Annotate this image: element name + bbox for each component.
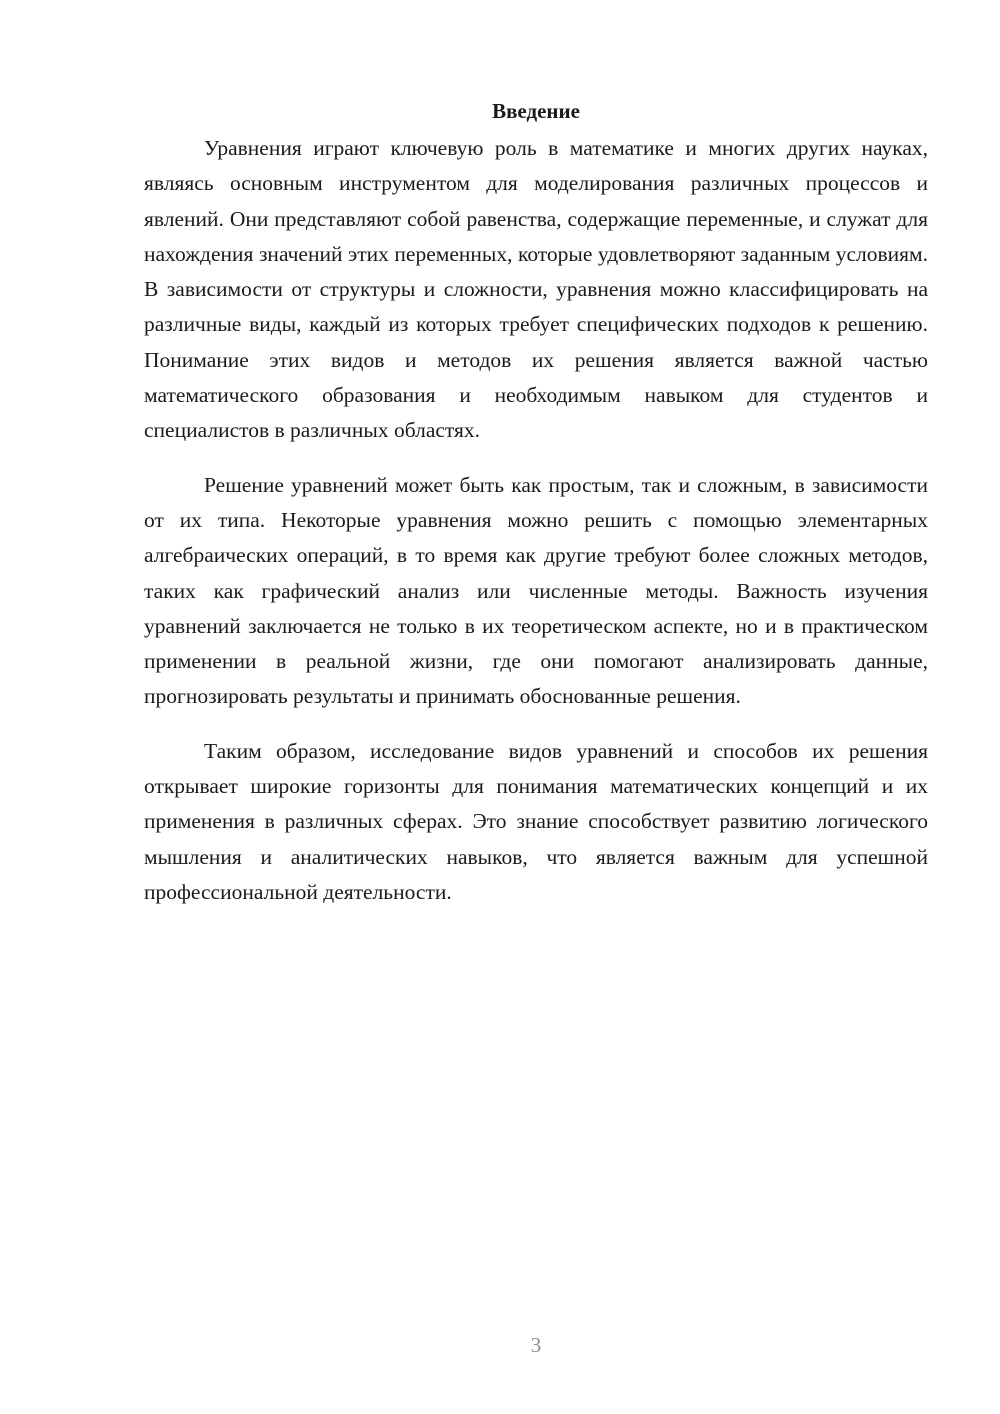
page-number: 3	[530, 1333, 542, 1357]
page-title: Введение	[492, 99, 580, 123]
paragraph-conclusion: Таким образом, исследование видов уравнений и способов их решения открывает широкие горизонты для понимания математических концепций и их применения в различных сферах. Это знание способствует развитию логического мышления и аналитических навыков, что является важным для успешной профессиональной деятельности.	[144, 738, 928, 904]
paragraph-introduction: Уравнения играют ключевую роль в математике и многих других науках, являясь основным инструментом для моделирования различных процессов и явлений. Они представляют собой равенства, содержащие переменные, и служат для нахождения значений этих переменных, которые удовлетворяют заданным условиям. В зависимости от структуры и сложности, уравнения можно классифицировать на различные виды, каждый из которых требует специфических подходов к решению. Понимание этих видов и методов их решения является важной частью математического образования и необходимым навыком для студентов и специалистов в различных областях.	[144, 136, 928, 443]
paragraph-solving-methods: Решение уравнений может быть как простым, так и сложным, в зависимости от их типа. Некоторые уравнения можно решить с помощью элементарных алгебраических операций, в то время как другие требуют более сложных методов, таких как графический анализ или численные методы. Важность изучения уравнений заключается не только в их теоретическом аспекте, но и в практическом применении в реальной жизни, где они помогают анализировать данные, прогнозировать результаты и принимать обоснованные решения.	[144, 472, 928, 709]
page-content	[144, 96, 928, 929]
